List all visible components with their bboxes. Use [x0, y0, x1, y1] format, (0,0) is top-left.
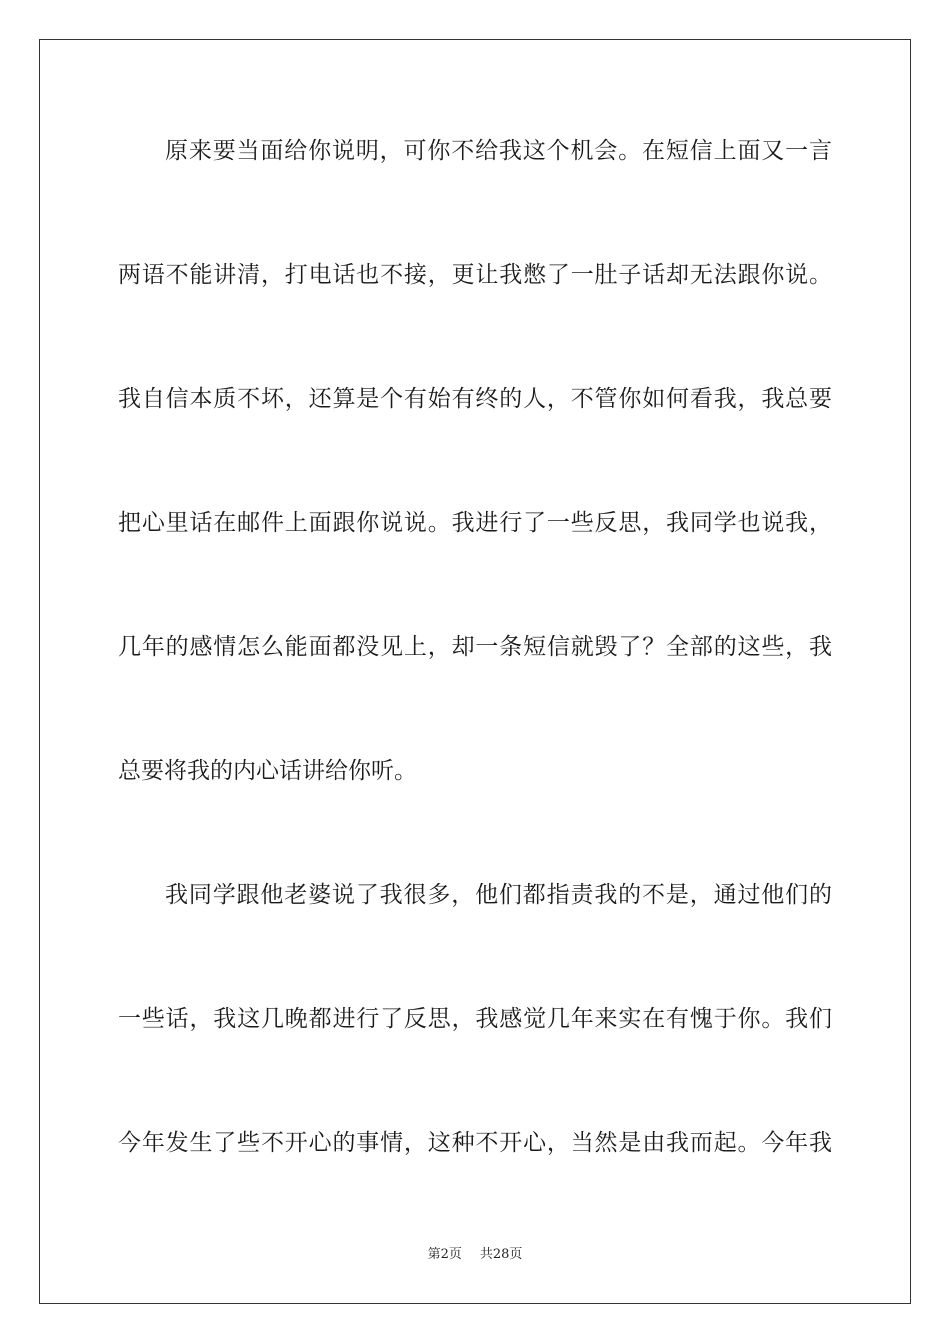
paragraph-1-line-3: 我自信本质不坏，还算是个有始有终的人，不管你如何看我，我总要	[118, 386, 832, 412]
page-footer	[0, 1246, 950, 1264]
paragraph-1-line-5: 几年的感情怎么能面都没见上，却一条短信就毁了？全部的这些，我	[118, 634, 832, 660]
paragraph-2-line-3: 今年发生了些不开心的事情，这种不开心，当然是由我而起。今年我	[118, 1130, 832, 1156]
paragraph-1-line-6: 总要将我的内心话讲给你听。	[118, 758, 417, 784]
paragraph-1-line-1: 原来要当面给你说明，可你不给我这个机会。在短信上面又一言	[165, 138, 832, 164]
paragraph-1-line-2: 两语不能讲清，打电话也不接，更让我憋了一肚子话却无法跟你说。	[118, 262, 832, 288]
page-total: 共28页	[479, 1247, 523, 1262]
page-number: 第2页	[427, 1247, 462, 1262]
paragraph-2-line-2: 一些话，我这几晚都进行了反思，我感觉几年来实在有愧于你。我们	[118, 1006, 832, 1032]
page-border	[39, 39, 911, 1304]
paragraph-2-line-1: 我同学跟他老婆说了我很多，他们都指责我的不是，通过他们的	[165, 882, 832, 908]
paragraph-1-line-4: 把心里话在邮件上面跟你说说。我进行了一些反思，我同学也说我，	[118, 510, 832, 536]
